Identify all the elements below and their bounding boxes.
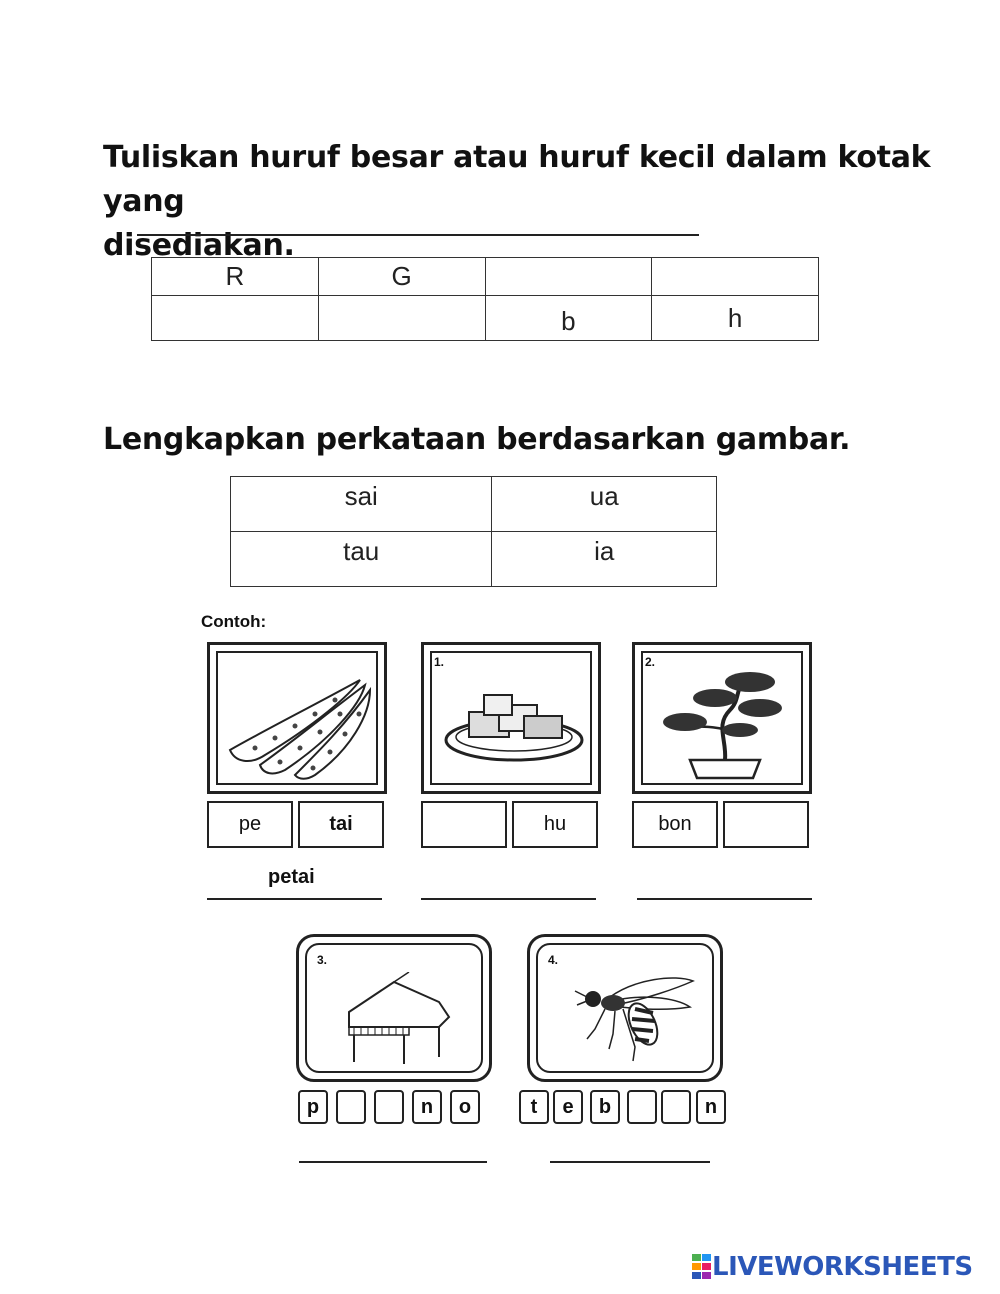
instruction-line-2: disediakan. [103, 228, 295, 263]
table-cell: tau [231, 532, 492, 587]
table-cell[interactable] [485, 258, 652, 296]
letter-case-table [151, 257, 819, 341]
picture-card-2 [632, 642, 812, 794]
section2-heading: Lengkapkan perkataan berdasarkan gambar. [103, 422, 851, 457]
table-cell[interactable]: G [318, 258, 485, 296]
letter-box: n [696, 1090, 726, 1124]
logo-blocks-icon [692, 1254, 712, 1280]
letter-box[interactable] [374, 1090, 404, 1124]
answer-line[interactable] [299, 1161, 487, 1163]
card-number: 1. [434, 655, 445, 669]
piano-icon [339, 972, 459, 1067]
syllable-box: bon [632, 801, 718, 848]
table-cell: ua [492, 477, 717, 532]
answer-line [207, 898, 382, 900]
instruction-line-1: Tuliskan huruf besar atau huruf kecil dalam kotak yang [103, 140, 931, 219]
table-cell[interactable]: b [485, 296, 652, 341]
syllable-box: pe [207, 801, 293, 848]
syllable-box[interactable] [421, 801, 507, 848]
syllable-box[interactable] [723, 801, 809, 848]
letter-box: t [519, 1090, 549, 1124]
syllable-box: tai [298, 801, 384, 848]
logo-text: LIVEWORKSHEETS [712, 1252, 973, 1282]
bonsai-icon [655, 670, 795, 785]
petai-icon [225, 670, 375, 780]
tahu-icon [439, 690, 589, 770]
card-number: 2. [645, 655, 656, 669]
picture-card-3 [296, 934, 492, 1082]
letter-box: e [553, 1090, 583, 1124]
answer-line[interactable] [421, 898, 596, 900]
table-cell: ia [492, 532, 717, 587]
letter-box: b [590, 1090, 620, 1124]
answer-line[interactable] [550, 1161, 710, 1163]
letter-box[interactable] [336, 1090, 366, 1124]
table-cell[interactable]: h [652, 296, 819, 341]
letter-box: p [298, 1090, 328, 1124]
picture-card-1 [421, 642, 601, 794]
picture-card-4 [527, 934, 723, 1082]
liveworksheets-logo[interactable] [692, 1252, 973, 1282]
table-cell[interactable] [318, 296, 485, 341]
answer-line[interactable] [637, 898, 812, 900]
table-cell[interactable] [152, 296, 319, 341]
table-cell[interactable] [652, 258, 819, 296]
heading-underline [137, 234, 699, 236]
picture-card-example [207, 642, 387, 794]
card-number: 4. [548, 953, 559, 967]
syllable-table [230, 476, 717, 587]
example-label: Contoh: [201, 612, 267, 631]
wasp-icon [565, 969, 695, 1069]
letter-box: o [450, 1090, 480, 1124]
letter-box[interactable] [661, 1090, 691, 1124]
table-cell: sai [231, 477, 492, 532]
syllable-box: hu [512, 801, 598, 848]
instruction-heading [103, 136, 993, 268]
letter-box[interactable] [627, 1090, 657, 1124]
answer-text: petai [268, 866, 315, 888]
card-number: 3. [317, 953, 328, 967]
letter-box: n [412, 1090, 442, 1124]
table-cell[interactable]: R [152, 258, 319, 296]
